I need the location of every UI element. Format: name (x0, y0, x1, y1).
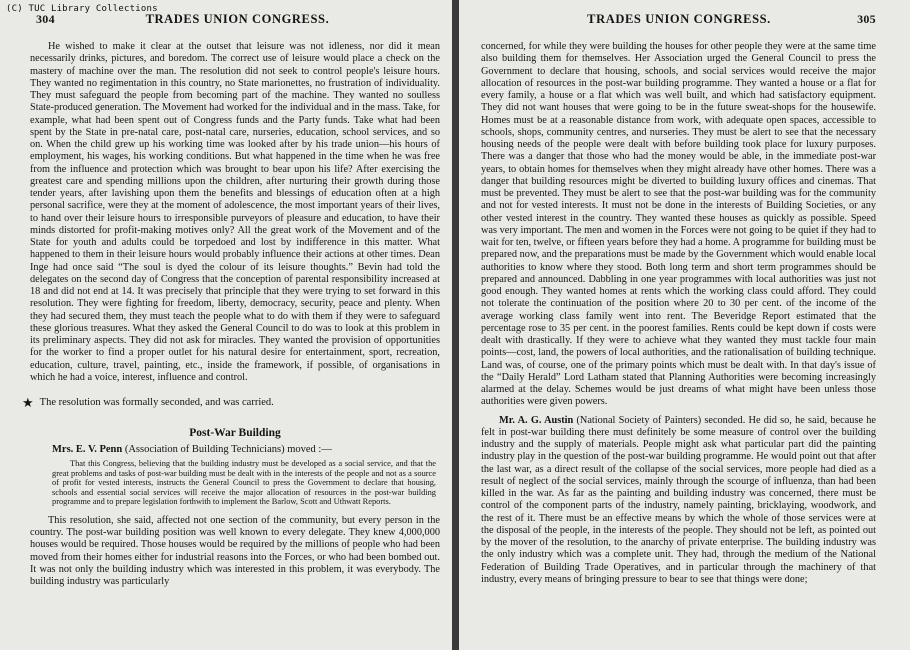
resolution-text: That this Congress, believing that the building industry must be developed as a social service, and that the great problems and tasks of post-war building must be dealt with in the interests of the people and not as a source of profit for vested interests, instructs the General Council to press the Government to declare that housing, schools and essential social services will receive the major allocation of resources in the post-war building programme and to prepare legislation forthwith to implement the Barlow, Scott and Uthwatt Reports. (52, 459, 436, 507)
left-page-header (30, 12, 440, 27)
running-title: TRADES UNION CONGRESS. (587, 12, 771, 26)
mover-line (52, 444, 440, 455)
mover-speech-paragraph: This resolution, she said, affected not one section of the community, but every person in the country. The post-war building position was well known to every delegate. They knew 4,000,000 houses would be required. Those houses would be required by the millions of people who had been moved from their homes either for industrial reasons into the Forces, or who had been bombed out. It was not only the building industry which was interested in this problem, it was everybody. The building industry was particularly (30, 514, 440, 588)
seconder-speech-text: (National Society of Painters) seconded. He did so, he said, because he felt in post-war building there must definitely be some measure of control over the building industry and the supply of materials. People might ask what particular part did the painting industry play in the question of the post-war building programme. He would point out that after the last war, as a direct result of the collapse of the social services, more people had died as a result of neglect of the social services, mainly through the scourge of influenza, than had been killed in the war. As far as the painting and building industry was concerned, there must be control of the component parts of the industry, namely painting, bricklaying, woodwork, and the rest of it. There must be an effective means by which the whole of those services were at the disposal of the people, in the interests of the people. They should not be left, as pointed out by the mover of the resolution, to the anarchy of private enterprise. The building industry was the only industry which was a complete unit. They had, through the medium of the National Federation of Building Trade Operatives, and in particular through the machinery of that industry, every means of bringing pressure to bear to see that things were done; (481, 414, 876, 585)
right-page (459, 0, 910, 650)
carried-note (22, 396, 440, 409)
seconder-speech-paragraph (481, 415, 876, 587)
left-page (0, 0, 452, 650)
book-gutter (452, 0, 459, 650)
running-title: TRADES UNION CONGRESS. (145, 12, 330, 26)
star-icon: ★ (22, 395, 34, 410)
carried-note-text: The resolution was formally seconded, and was carried. (39, 397, 274, 408)
right-page-header (481, 12, 876, 27)
copyright-watermark: (C) TUC Library Collections (6, 4, 158, 14)
page-number: 304 (36, 12, 55, 26)
mover-affiliation: (Association of Building Technicians) moved :— (124, 444, 332, 455)
mover-speech-continued: concerned, for while they were building the houses for other people they were at the same time also building them for themselves. Her Association urged the General Council to press the Government to declare that housing, schools, and social services would receive the major allocation of resources in the post-war building programme. They wanted a house or a flat for every family, a house or a flat which was well built, and which had satisfactory equipment. They did not want houses that were going to be in the future sweat-shops for the housewife. Homes must be at a reasonable distance from work, with adequate open spaces, accessible to schools, shops, community centres, and nurseries. They must be alert to see that the necessary housing needs of the people were dealt with before building took place for luxury purposes. There was a danger that those who had the money would be able, in the immediate post-war years, to obtain homes for themselves when they might already have other homes. There was a danger that building resources might be diverted to building luxury offices and cinemas. That must be prevented. They must be alert to see that the post-war building was for the community and not for vested interests. It must not be done in the interests of Building Societies, or any other vested interest in the country. They wanted these houses as quickly as possible. Speed was very important. The men and women in the Forces were not going to be quiet if they had to wait for ten, twelve, or fifteen years before they had a home. A programme for building must be prepared now, and the preparations must be made by the Government which would enable local authorities to know where they stood. Both long term and short term programmes should be prepared and announced. Dabbling in one year programmes with local authorities was just not good enough. They wanted homes at rents which the working class could afford. They could not tolerate the continuation of the position where 20 to 30 per cent. of the income of the average working class family went into rent. The Beveridge Report estimated that the percentage rose to 35 per cent. in the poorest families. Rents could be kept down if costs were dealt with drastically. If they were to achieve what they wanted they must tackle four main points—cost, land, the powers of local authorities, and the rationalisation of building technique. Land was, of course, one of the primary points which must be dealt with. In that day's issue of the “Daily Herald” Lord Latham stated that Planning Authorities were becoming increasingly alarmed at the delay. Schemes would be just dreams of what might have been unless those authorities were given powers. (481, 41, 876, 408)
mover-name: Mrs. E. V. Penn (52, 444, 123, 455)
page-number: 305 (857, 12, 876, 26)
seconder-name: Mr. A. G. Austin (499, 414, 574, 426)
section-heading: Post-War Building (189, 427, 281, 439)
leisure-speech-paragraph: He wished to make it clear at the outset that leisure was not idleness, nor did it mean necessarily drinks, pictures, and boredom. The correct use of leisure would place a check on the mastery of machine over the man. The resolution did not seek to control people's leisure hours. They wanted no regimentation in this country, no State marionettes, no frustration of individuality. They must safeguard the people from becoming part of the machine. They wanted no soulless State-produced generation. The Movement had worked for the individual and in the mass. Take, for example, what had been spent out of Congress funds and the Party funds. Take what had been spent by the State in pre-natal care, post-natal care, nurseries, education, school services, and so on. When the child grew up his working time was looked after by his trade union—his hours of employment, his wages, his working conditions. But what happened in the time when he was free from the influence and protection which was brought to bear upon his life? After exercising the greatest care and spending millions upon the children, after nurturing their growth during those tender years, after lavishing upon them the benefits and blessings of education often at a high personal sacrifice, were they at the moment of adolescence, the most important years of their lives, to hand over their leisure hours to irresponsible purveyors of pleasure and education, to have their minds distorted for profit-making motives only? All the great work of the Movement and of the State for youth and adults could be torpedoed and lost by indifference in this matter. What happened to them in their leisure hours would probably influence their actions at other times. Dean Inge had once said “The soul is dyed the colour of its leisure thoughts.” Bevin had told the delegates on the second day of Congress that the conception of parental responsibility increased at 18 and did not end at 14. It was precisely that principle that they were trying to set forward in this resolution. They were fighting for freedom, liberty, democracy, security, peace and plenty. When they had secured them, they must teach the people what to do with them if they were to safeguard these glorious treasures. What they asked the General Council to do was to look at this problem in its preliminary aspects. They did not ask for miracles. They wanted the provision of opportunities for the worker to find a proper outlet for his natural desire for entertainment, sport, recreation, education, culture, travel, painting, etc., inside the framework, if possible, of organisations in which he had a voice, interest, influence and control. (30, 41, 440, 383)
